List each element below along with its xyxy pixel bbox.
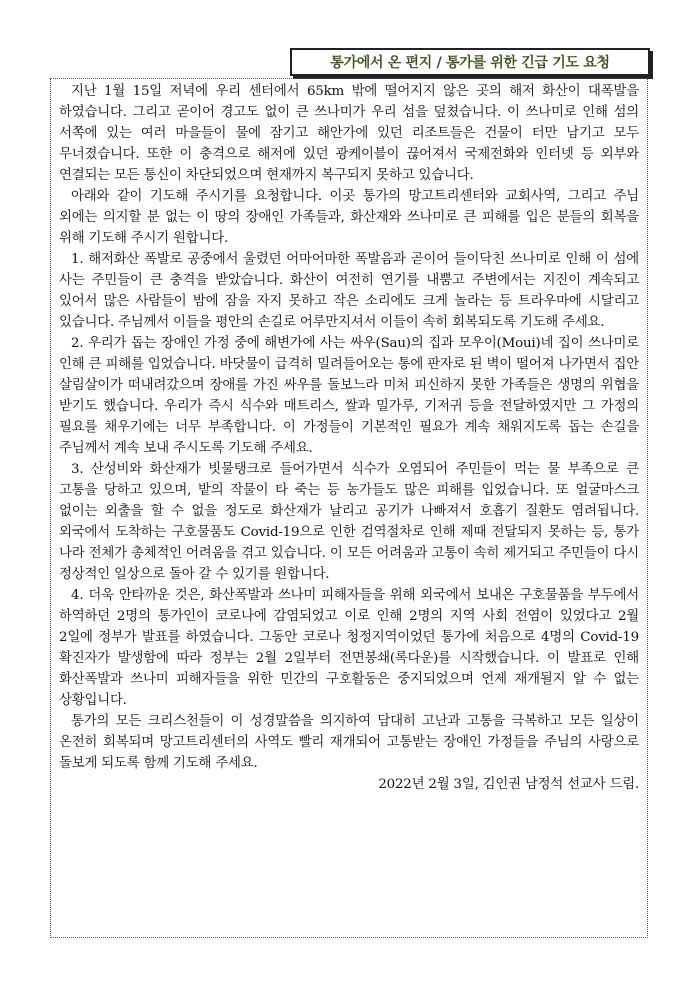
paragraph-item-3: 3. 산성비와 화산재가 빗물탱크로 들어가면서 식수가 오염되어 주민들이 먹는 물 부족으로 큰 고통을 당하고 있으며, 밭의 작물이 타 죽는 등 농가들도 많은 피해를 입었습니다. 또 얼굴마스크 없이는 외출을 할 수 없을 정도로 화산재가 날리고 공기가 나빠져서 호흡기 질환도 염려됩니다. 외국에서 도착하는 구호물품도 Covid-19으로 인한 검역절차로 인해 제때 전달되지 못하는 등, 통가 나라 전체가 총체적인 어려움을 겪고 있습니다. 이 모든 어려움과 고통이 속히 제거되고 주민들이 다시 정상적인 일상으로 돌아 갈 수 있기를 원합니다. <box>59 462 639 582</box>
signature: 2022년 2월 3일, 김인권 남정석 선교사 드림. <box>378 777 639 792</box>
paragraph-closing: 통가의 모든 크리스천들이 이 성경말씀을 의지하여 담대히 고난과 고통을 극복하고 모든 일상이 온전히 회복되며 망고트리센터의 사역도 빨리 재개되어 고통받는 장애인 가정들을 주님의 사랑으로 돌보게 되도록 함께 기도해 주세요. <box>59 714 639 771</box>
paragraph-prayer-request: 아래와 같이 기도해 주시기를 요청합니다. 이곳 통가의 망고트리센터와 교회사역, 그리고 주님 외에는 의지할 분 없는 이 땅의 장애인 가족들과, 화산재와 쓰나미로 큰 피해를 입은 분들의 회복을 위해 기도해 주시기 원합니다. <box>59 189 639 246</box>
letter-body <box>50 78 648 938</box>
paragraph-item-4: 4. 더욱 안타까운 것은, 화산폭발과 쓰나미 피해자들을 위해 외국에서 보내온 구호물품을 부두에서 하역하던 2명의 통가인이 코로나에 감염되었고 이로 인해 2명의 지역 사회 전염이 있었다고 2월 2일에 정부가 발표를 하였습니다. 그동안 코로나 청정지역이었던 통가에 처음으로 4명의 Covid-19 확진자가 발생함에 따라 정부는 2월 2일부터 전면봉쇄(록다운)를 시작했습니다. 이 발표로 인해 화산폭발과 쓰나미 피해자들을 위한 민간의 구호활동은 중지되었으며 언제 재개될지 알 수 없는 상황입니다. <box>59 588 639 708</box>
paragraph-item-1: 1. 해저화산 폭발로 공중에서 울렸던 어마어마한 폭발음과 곧이어 들이닥친 쓰나미로 인해 이 섬에 사는 주민들이 큰 충격을 받았습니다. 화산이 여전히 연기를 내뿜고 주변에서는 지진이 계속되고 있어서 많은 사람들이 밤에 잠을 자지 못하고 작은 소리에도 크게 놀라는 등 트라우마에 시달리고 있습니다. 주님께서 이들을 평안의 손길로 어루만지셔서 이들이 속히 회복되도록 기도해 주세요. <box>59 252 639 330</box>
page-title: 통가에서 온 편지 / 통가를 위한 긴급 기도 요청 <box>290 48 650 76</box>
paragraph-intro: 지난 1월 15일 저녁에 우리 센터에서 65km 밖에 떨어지지 않은 곳의 해저 화산이 대폭발을 하였습니다. 그리고 곧이어 경고도 없이 큰 쓰나미가 우리 섬을 덮쳤습니다. 이 쓰나미로 인해 섬의 서쪽에 있는 여러 마을들이 물에 잠기고 해안가에 있던 리조트들은 건물이 터만 남기고 모두 무너졌습니다. 또한 이 충격으로 해저에 있던 광케이블이 끊어져서 국제전화와 인터넷 등 외부와 연결되는 모든 통신이 차단되었으며 현재까지 복구되지 못하고 있습니다. <box>59 84 639 183</box>
paragraph-item-2: 2. 우리가 돕는 장애인 가정 중에 해변가에 사는 싸우(Sau)의 집과 모우이(Moui)네 집이 쓰나미로 인해 큰 피해를 입었습니다. 바닷물이 급격히 밀려들어오는 통에 판자로 된 벽이 떨어져 나가면서 집안 살림살이가 떠내려갔으며 장애를 가진 싸우를 돌보느라 미처 피신하지 못한 가족들은 생명의 위협을 받기도 했습니다. 우리가 즉시 식수와 매트리스, 쌀과 밀가루, 기저귀 등을 전달하였지만 그 가정의 필요를 채우기에는 너무 부족합니다. 이 가정들이 기본적인 필요가 계속 채워지도록 돕는 손길을 주님께서 계속 보내 주시도록 기도해 주세요. <box>59 336 639 456</box>
